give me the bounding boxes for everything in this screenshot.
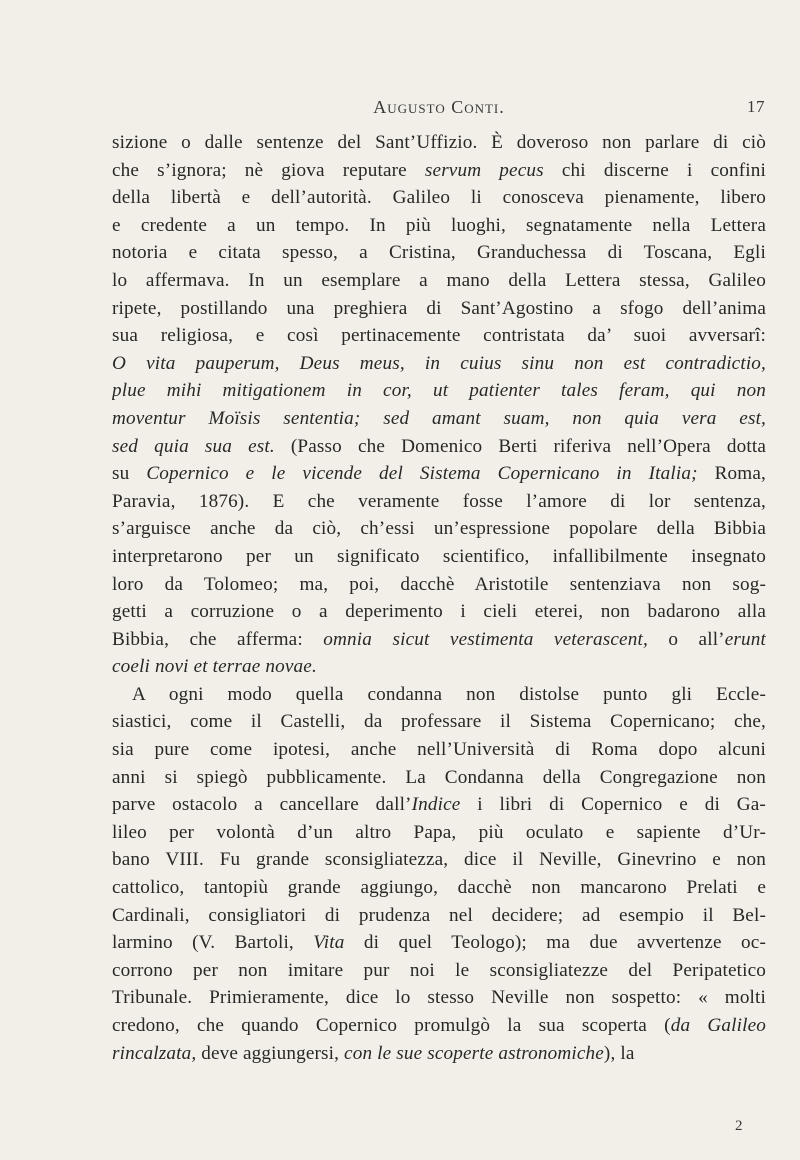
italic-segment: Vita: [313, 932, 345, 954]
text-segment: lileo per volontà d’un altro Papa, più oculato e sapiente d’Ur-: [112, 821, 766, 843]
text-line: [112, 708, 766, 736]
text-line: [112, 157, 766, 185]
italic-segment: erunt: [724, 628, 766, 650]
text-line: [112, 846, 766, 874]
text-line: [112, 984, 766, 1012]
italic-segment: moventur Moïsis sententia; sed amant suam, non quia vera est,: [112, 407, 766, 429]
text-line: [112, 377, 766, 405]
italic-segment: da Galileo: [670, 1015, 766, 1036]
running-head: [113, 97, 765, 121]
text-line: [112, 267, 766, 295]
text-line: [112, 433, 766, 461]
text-segment: Cardinali, consigliatori di prudenza nel decidere; ad esempio il Bel-: [112, 904, 766, 926]
text-line: [112, 212, 766, 240]
text-segment: getti a corruzione o a deperimento i cieli eterei, non badarono alla: [112, 601, 766, 623]
text-segment: anni si spiegò pubblicamente. La Condanna della Congregazione non: [112, 766, 766, 788]
italic-segment: plue mihi mitigationem in cor, ut patienter tales feram, qui non: [112, 380, 766, 402]
text-segment: cattolico, tantopiù grande aggiungo, dacchè non mancarono Prelati e: [112, 877, 766, 899]
text-segment: Bibbia, che afferma:: [112, 628, 324, 650]
text-line: [112, 598, 766, 626]
text-segment: di quel Teologo); ma due avvertenze oc-: [344, 932, 766, 954]
text-segment: della libertà e dell’autorità. Galileo li conosceva pienamente, libero: [112, 187, 766, 209]
text-line: [112, 764, 766, 792]
text-segment: deve aggiungersi,: [196, 1042, 345, 1064]
italic-segment: con le sue scoperte astronomiche: [344, 1042, 604, 1064]
text-line: [112, 129, 766, 157]
text-segment: larmino (V. Bartoli,: [112, 932, 314, 954]
body-text: [112, 129, 766, 1067]
text-segment: siastici, come il Castelli, da professare il Sistema Copernicano; che,: [112, 711, 766, 733]
text-segment: i libri di Copernico e di Ga-: [460, 794, 766, 816]
text-line: [112, 874, 766, 902]
text-line: [112, 460, 766, 488]
text-segment: o all’: [647, 628, 725, 650]
text-segment: su: [112, 463, 147, 485]
text-segment: e credente a un tempo. In più luoghi, segnatamente nella Lettera: [112, 214, 766, 236]
italic-segment: omnia sicut vestimenta veterascent,: [323, 628, 648, 650]
text-line: [112, 322, 766, 350]
text-line: [112, 626, 766, 654]
text-line: [112, 957, 766, 985]
italic-segment: Copernico e le vicende del Sistema Copernicano in Italia;: [146, 463, 698, 485]
text-segment: chi discerne i confini: [543, 159, 766, 181]
text-line: [112, 571, 766, 599]
text-segment: ripete, postillando una preghiera di Sant’Agostino a sfogo dell’anima: [112, 297, 766, 319]
text-line: [112, 1012, 766, 1040]
text-segment: Tribunale. Primieramente, dice lo stesso Neville non sospetto: « molti: [112, 987, 766, 1009]
text-segment: corrono per non imitare pur noi le sconsigliatezze del Peripatetico: [112, 959, 766, 981]
text-line: [112, 1040, 766, 1068]
text-segment: interpretarono per un significato scientifico, infallibilmente insegnato: [112, 545, 766, 567]
text-line: [112, 239, 766, 267]
text-line: [112, 488, 766, 516]
text-line: [112, 736, 766, 764]
text-line: [112, 295, 766, 323]
text-segment: s’arguisce anche da ciò, ch’essi un’espressione popolare della Bibbia: [112, 518, 766, 540]
text-segment: sua religiosa, e così pertinacemente contristata da’ suoi avversarî:: [112, 325, 766, 347]
italic-segment: Indice: [411, 794, 461, 816]
text-segment: credono, che quando Copernico promulgò la sua scoperta (: [112, 1015, 671, 1036]
text-line: [112, 184, 766, 212]
text-segment: che s’ignora; nè giova reputare: [112, 159, 425, 181]
text-segment: A ogni modo quella condanna non distolse punto gli Eccle-: [132, 683, 766, 705]
italic-segment: coeli novi et terrae novae.: [112, 656, 317, 678]
text-line: [112, 791, 766, 819]
text-segment: ), la: [603, 1042, 635, 1064]
text-line: [112, 350, 766, 378]
text-segment: loro da Tolomeo; ma, poi, dacchè Aristotile sentenziava non sog-: [112, 573, 766, 595]
text-line: [112, 653, 766, 681]
text-line: [112, 681, 766, 709]
text-segment: Paravia, 1876). E che veramente fosse l’amore di lor sentenza,: [112, 490, 766, 512]
text-segment: sia pure come ipotesi, anche nell’Università di Roma dopo alcuni: [112, 739, 766, 761]
running-head-title: Augusto Conti.: [373, 97, 505, 117]
text-line: [112, 543, 766, 571]
text-line: [112, 405, 766, 433]
italic-segment: servum pecus: [424, 159, 544, 181]
text-segment: Roma,: [697, 463, 766, 485]
text-segment: parve ostacolo a cancellare dall’: [112, 794, 412, 816]
italic-segment: sed quia sua est.: [112, 435, 275, 457]
text-line: [112, 929, 766, 957]
text-segment: (Passo che Domenico Berti riferiva nell’Opera dotta: [274, 435, 766, 457]
text-segment: notoria e citata spesso, a Cristina, Granduchessa di Toscana, Egli: [112, 242, 766, 264]
italic-segment: O vita pauperum, Deus meus, in cuius sinu non est contradictio,: [112, 352, 766, 374]
italic-segment: rincalzata,: [112, 1042, 197, 1064]
text-segment: sizione o dalle sentenze del Sant’Uffizio. È doveroso non parlare di ciò: [112, 132, 766, 153]
text-line: [112, 819, 766, 847]
text-segment: lo affermava. In un esemplare a mano della Lettera stessa, Galileo: [112, 269, 766, 291]
text-segment: bano VIII. Fu grande sconsigliatezza, dice il Neville, Ginevrino e non: [112, 849, 766, 871]
text-line: [112, 902, 766, 930]
signature-mark: 2: [735, 1118, 743, 1134]
text-line: [112, 515, 766, 543]
page-number: 17: [747, 97, 765, 116]
